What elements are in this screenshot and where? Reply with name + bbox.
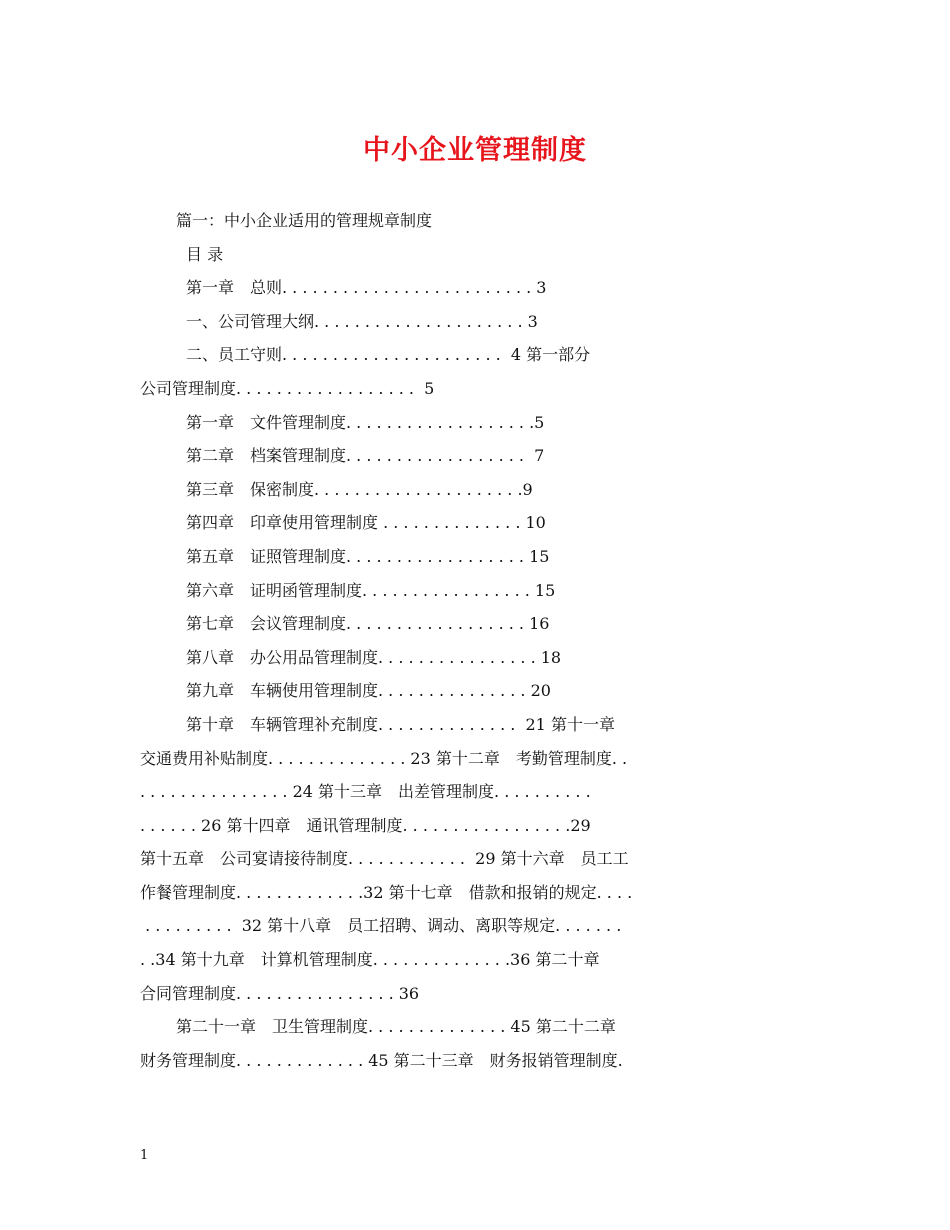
- table-of-contents: [140, 204, 812, 1077]
- toc-line: 第六章 证明函管理制度. . . . . . . . . . . . . . . . . 15: [186, 580, 556, 600]
- toc-line: 目 录: [186, 244, 224, 264]
- toc-line: 合同管理制度. . . . . . . . . . . . . . . . 36: [140, 983, 420, 1003]
- toc-line: 第十五章 公司宴请接待制度. . . . . . . . . . . . 29 第十六章 员工工: [140, 849, 629, 869]
- toc-line: 第二十一章 卫生管理制度. . . . . . . . . . . . . . 45 第二十二章: [176, 1017, 616, 1037]
- toc-line: 第三章 保密制度. . . . . . . . . . . . . . . . . . . . .9: [186, 479, 533, 499]
- toc-line: 财务管理制度. . . . . . . . . . . . . 45 第二十三章 财务报销管理制度.: [140, 1050, 623, 1070]
- toc-line: 第十章 车辆管理补充制度. . . . . . . . . . . . . . 21 第十一章: [186, 714, 615, 734]
- toc-line: 二、员工守则. . . . . . . . . . . . . . . . . . . . . . 4 第一部分: [186, 345, 591, 365]
- toc-line: . . . . . . . . . . . . . . . 24 第十三章 出差管理制度. . . . . . . . . .: [140, 782, 591, 802]
- toc-line: 作餐管理制度. . . . . . . . . . . . .32 第十七章 借款和报销的规定. . . .: [140, 882, 633, 902]
- toc-line: 公司管理制度. . . . . . . . . . . . . . . . . . 5: [140, 378, 435, 398]
- toc-line: 第二章 档案管理制度. . . . . . . . . . . . . . . . . . 7: [186, 446, 545, 466]
- toc-line: . . . . . . . . . 32 第十八章 员工招聘、调动、离职等规定. . . . . . .: [140, 916, 622, 936]
- toc-line: . . . . . . 26 第十四章 通讯管理制度. . . . . . . . . . . . . . . . .29: [140, 815, 591, 835]
- toc-line: 一、公司管理大纲. . . . . . . . . . . . . . . . . . . . . 3: [186, 311, 538, 331]
- toc-line: 第八章 办公用品管理制度. . . . . . . . . . . . . . . . 18: [186, 647, 562, 667]
- toc-line: 第一章 文件管理制度. . . . . . . . . . . . . . . . . . .5: [186, 412, 545, 432]
- toc-line: 第九章 车辆使用管理制度. . . . . . . . . . . . . . . 20: [186, 681, 551, 701]
- toc-line: 篇一：中小企业适用的管理规章制度: [176, 211, 433, 230]
- toc-line: 第四章 印章使用管理制度 . . . . . . . . . . . . . . 10: [186, 513, 546, 533]
- toc-line: . .34 第十九章 计算机管理制度. . . . . . . . . . . . . .36 第二十章: [140, 950, 600, 970]
- toc-line: 交通费用补贴制度. . . . . . . . . . . . . . 23 第十二章 考勤管理制度. .: [140, 748, 628, 768]
- toc-line: 第七章 会议管理制度. . . . . . . . . . . . . . . . . . 16: [186, 614, 550, 634]
- document-title: 中小企业管理制度: [363, 135, 587, 166]
- toc-line: 第五章 证照管理制度. . . . . . . . . . . . . . . . . . 15: [186, 546, 550, 566]
- page-number: 1: [140, 1148, 149, 1163]
- toc-line: 第一章 总则. . . . . . . . . . . . . . . . . . . . . . . . . 3: [186, 278, 547, 298]
